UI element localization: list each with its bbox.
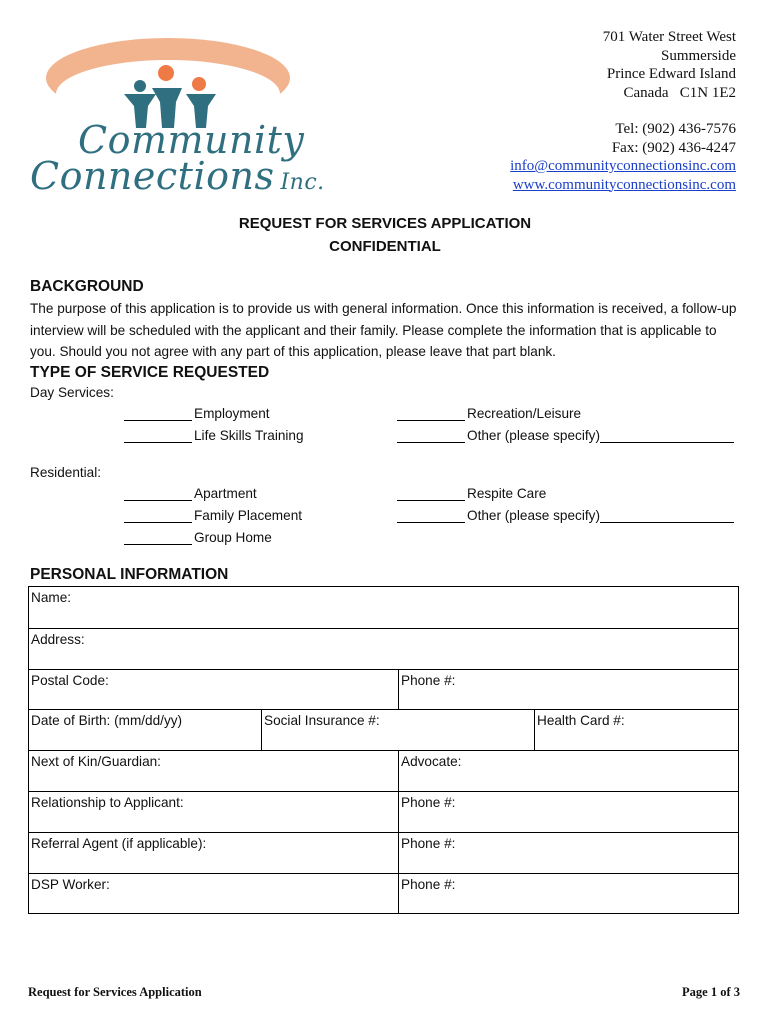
- option-residential-other[interactable]: Other (please specify): [397, 508, 734, 523]
- table-row: [29, 587, 738, 628]
- background-text: The purpose of this application is to provide us with general information. Once this information is received, a follow-up interview will be scheduled with the applicant and their family. Please complete the information that is applicable to you. Should you not agree with any part of this application, please leave that part blank.: [30, 301, 737, 359]
- table-row: [29, 669, 738, 710]
- option-apartment[interactable]: Apartment: [124, 486, 257, 501]
- page-number: Page 1 of 3: [682, 985, 740, 999]
- address-tel: Tel: (902) 436-7576: [615, 121, 736, 137]
- checkbox-blank[interactable]: [124, 508, 192, 523]
- service-heading: TYPE OF SERVICE REQUESTED: [30, 364, 270, 381]
- dsp-phone-field[interactable]: Phone #:: [398, 874, 738, 914]
- sin-field[interactable]: Social Insurance #:: [261, 710, 534, 750]
- logo-text-community: Community: [78, 118, 305, 162]
- background-heading: BACKGROUND: [30, 278, 144, 295]
- checkbox-blank[interactable]: [397, 486, 465, 501]
- residential-label: Residential:: [30, 465, 102, 480]
- table-row: [29, 791, 738, 832]
- logo-text-connections: Connections Inc.: [30, 154, 325, 198]
- logo-person-head-icon: [158, 65, 174, 81]
- address-province: Prince Edward Island: [606, 66, 736, 82]
- personal-heading: PERSONAL INFORMATION: [30, 566, 229, 583]
- form-title: REQUEST FOR SERVICES APPLICATION: [238, 215, 532, 232]
- logo-text-inc: Inc.: [280, 170, 325, 195]
- postal-code-field[interactable]: Postal Code:: [31, 672, 109, 688]
- day-services-label: Day Services:: [30, 385, 114, 400]
- relationship-phone-field[interactable]: Phone #:: [398, 792, 738, 832]
- table-row: [29, 873, 738, 914]
- other-specify-input[interactable]: [600, 428, 734, 443]
- table-row: [29, 628, 738, 669]
- checkbox-blank[interactable]: [124, 530, 192, 545]
- table-row: [29, 709, 738, 750]
- checkbox-blank[interactable]: [124, 406, 192, 421]
- address-country-postal: Canada C1N 1E2: [623, 84, 736, 101]
- website-link[interactable]: www.communityconnectionsinc.com: [512, 176, 736, 193]
- personal-info-table: [28, 586, 739, 914]
- option-day-other[interactable]: Other (please specify): [397, 428, 734, 443]
- name-field[interactable]: Name:: [31, 590, 72, 605]
- address-field[interactable]: Address:: [31, 631, 85, 647]
- option-respite-care[interactable]: Respite Care: [397, 486, 546, 501]
- dsp-worker-field[interactable]: DSP Worker:: [31, 876, 110, 892]
- email-link[interactable]: info@communityconnectionsinc.com: [510, 158, 736, 174]
- option-life-skills[interactable]: Life Skills Training: [124, 428, 304, 443]
- checkbox-blank[interactable]: [397, 406, 465, 421]
- address-street: 701 Water Street West: [602, 29, 736, 45]
- checkbox-blank[interactable]: [397, 428, 465, 443]
- table-row: [29, 750, 738, 791]
- option-employment[interactable]: Employment: [124, 406, 270, 421]
- advocate-field[interactable]: Advocate:: [398, 751, 738, 791]
- phone-field[interactable]: Phone #:: [398, 670, 738, 710]
- checkbox-blank[interactable]: [124, 486, 192, 501]
- footer-title: Request for Services Application: [28, 985, 202, 999]
- option-recreation[interactable]: Recreation/Leisure: [397, 406, 581, 421]
- other-specify-input[interactable]: [600, 508, 734, 523]
- address-fax: Fax: (902) 436-4247: [611, 139, 736, 156]
- form-subtitle: CONFIDENTIAL: [329, 238, 441, 255]
- option-group-home[interactable]: Group Home: [124, 530, 272, 545]
- next-of-kin-field[interactable]: Next of Kin/Guardian:: [31, 754, 161, 770]
- referral-phone-field[interactable]: Phone #:: [398, 833, 738, 873]
- checkbox-blank[interactable]: [397, 508, 465, 523]
- dob-field[interactable]: Date of Birth: (mm/dd/yy): [31, 713, 183, 729]
- health-card-field[interactable]: Health Card #:: [534, 710, 738, 750]
- logo-person-head-icon: [192, 77, 206, 91]
- address-block: [510, 28, 736, 194]
- logo-person-head-icon: [134, 80, 146, 92]
- address-city: Summerside: [661, 47, 736, 64]
- option-family-placement[interactable]: Family Placement: [124, 508, 302, 523]
- table-row: [29, 832, 738, 873]
- relationship-field[interactable]: Relationship to Applicant:: [31, 794, 184, 810]
- checkbox-blank[interactable]: [124, 428, 192, 443]
- referral-agent-field[interactable]: Referral Agent (if applicable):: [31, 835, 207, 851]
